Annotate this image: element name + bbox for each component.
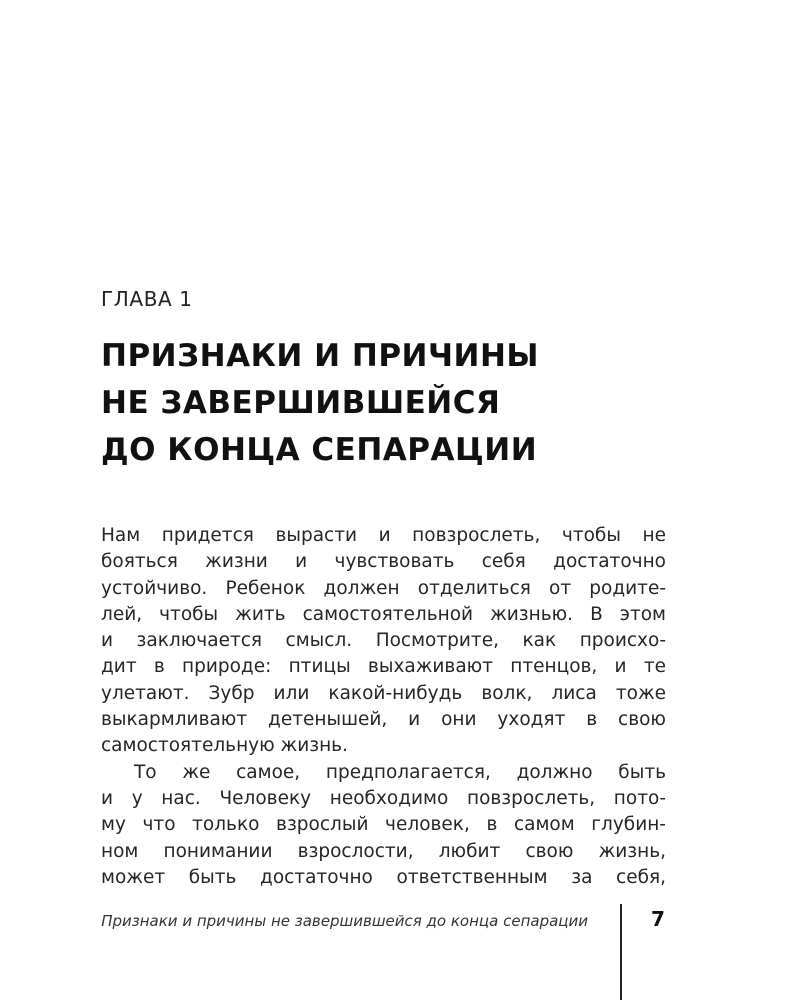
text-line: может быть достаточно ответственным за себя,	[101, 866, 666, 888]
body-text	[101, 523, 666, 891]
text-line: лей, чтобы жить самостоятельной жизнью. В этом	[101, 603, 666, 625]
text-line: Нам придется вырасти и повзрослеть, чтобы не	[101, 525, 666, 546]
text-line: самостоятельную жизнь.	[101, 735, 348, 757]
chapter-label: ГЛАВА 1	[101, 287, 193, 311]
text-line: бояться жизни и чувствовать себя достаточно	[101, 551, 666, 573]
text-line: улетают. Зубр или какой-нибудь волк, лиса тоже	[101, 682, 666, 704]
text-line: и у нас. Человеку необходимо повзрослеть, пото-	[101, 787, 666, 809]
text-line: му что только взрослый человек, в самом глубин-	[101, 814, 666, 836]
page-number: 7	[651, 907, 665, 931]
footer-divider	[620, 904, 622, 1000]
text-line: дит в природе: птицы выхаживают птенцов, и те	[101, 656, 666, 678]
chapter-title	[101, 333, 701, 474]
running-title: Признаки и причины не завершившейся до конца сепарации	[101, 912, 588, 930]
chapter-title-line: ДО КОНЦА СЕПАРАЦИИ	[101, 432, 538, 468]
text-line: и заключается смысл. Посмотрите, как происхо-	[101, 630, 666, 652]
text-line: выкармливают детенышей, и они уходят в свою	[101, 709, 666, 731]
text-line: То же самое, предполагается, должно быть	[134, 761, 666, 783]
text-line: устойчиво. Ребенок должен отделиться от родите-	[101, 577, 666, 599]
chapter-title-line: ПРИЗНАКИ И ПРИЧИНЫ	[101, 338, 540, 374]
chapter-title-line: НЕ ЗАВЕРШИВШЕЙСЯ	[101, 385, 501, 421]
text-line: ном понимании взрослости, любит свою жизнь,	[101, 840, 666, 862]
